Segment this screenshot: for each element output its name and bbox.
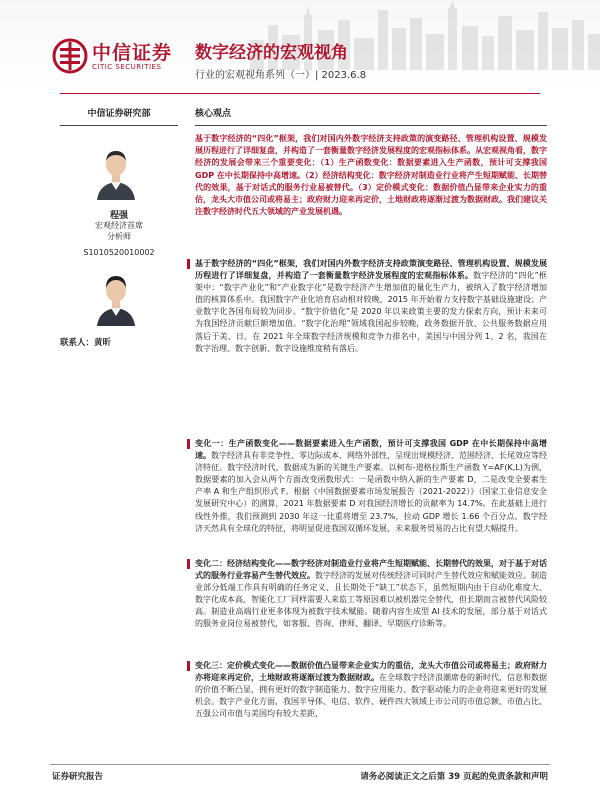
body-section-framework (195, 258, 547, 355)
section-heading-core-views: 核心观点 (195, 109, 232, 119)
section-marker-icon (187, 439, 190, 449)
main-content (195, 100, 547, 719)
header-banner (0, 0, 600, 92)
analyst-column (60, 100, 178, 348)
institute-divider (60, 125, 178, 126)
section-body: 数字经济具有非竞争性、零边际成本、网络外部性，呈现出规模经济、范围经济、长尾效应等经济特征。数字经济时代，数据成为新的关键生产要素。以柯布-道格拉斯生产函数 Y=AF(K,L)为例，数据要素的加入会从两个方面改变函数形式：一是函数中纳入新的生产要素 D，二是改变全要素生产率 A 和生产组织形式 F。根据《中国数据要素市场发展报告（2021-2022）》（国家工业信息安全发展研究中心）的测算，2021 年数据要素 D 对我国经济增长的贡献率为 14.7%。在此基础上进行线性外推，我们预测到 2030 年这一比重将增至 23.7%，拉动 GDP 增长 1.66 个百分点。数字经济天然具有全球化的特征，将明显促进我国双循环发展，未来服务贸易的占比有望大幅提升。 (195, 451, 547, 533)
report-title: 数字经济的宏观视角 (195, 43, 348, 63)
body-section-change-three (195, 660, 547, 720)
citic-logo-icon (52, 38, 88, 74)
section-marker-icon (187, 661, 190, 671)
analyst-title (60, 220, 178, 242)
section-body: 数字经济的发展对传统经济可同时产生替代效应和赋能效应。制造业部分低端工作具有明确的任务定义、且长期处于“缺工”状态下，虽然短期内由于自动化难度大、数字化成本高，智能化工厂同样需要人来监工等原因难以被机器完全替代，但长期而言被替代风险较高。制造业高端行业更多体现为被数字技术赋能。随着内容生成型 AI 技术的发展，部分基于对话式的服务业岗位易被替代，如客服、咨询、律师、翻译、早期医疗诊断等。 (195, 571, 547, 629)
contact-person: 联系人：黄昕 (60, 338, 112, 348)
analyst-title-line2: 分析师 (107, 232, 131, 241)
section-lead: 基于数字经济的“四化”框架，我们对国内外数字经济支持政策演变路径、管理机构设置、规模发展历程进行了详细复盘，并构造了一套衡量数字经济发展程度的宏观指标体系。 (195, 259, 547, 281)
analyst-title-line1: 宏观经济首席 (95, 221, 143, 230)
body-section-change-two (195, 558, 547, 631)
footer-report-type: 证券研究报告 (52, 772, 104, 782)
section-marker-icon (187, 559, 190, 569)
section-lead: 变化一：生产函数变化——数据要素进入生产函数，预计可支撑我国 GDP 在中长期保持中高增速。 (195, 439, 547, 461)
section-body: 数字经济的“四化”框架中：“数字产业化”和“产业数字化”是数字经济产生增加值的量化生产力，被纳入了数字经济增加值的核算体系中。我国数字产业化培育启动相对较晚，2015 年开始着力支持数字基础设施建设；产业数字化各国布局较为同步。“数字价值化”是 2020 年以来政策主要的发力探索方向，预计未来可为我国经济贡献巨额增加值。“数字化治理”领域我国起步较晚，政务数据开放、公共服务数据应用落后于美、日。在 2021 年全球数字经济规模和竞争力排名中，美国与中国分列 1、2 名，我国在数字治理、数字创新、数字设施维度稍有落后。 (195, 271, 547, 353)
contact-photo (93, 270, 139, 326)
analyst-photo (93, 144, 139, 200)
footer-divider (50, 764, 550, 765)
section-lead: 变化二：经济结构变化——数字经济对制造业行业将产生短期赋能、长期替代的效果，对于基于对话式的服务行业容易产生替代效应。 (195, 559, 547, 581)
summary-paragraph: 基于数字经济的“四化”框架，我们对国内外数字经济支持政策的演变路径、管理机构设置、规模发展历程进行了详细复盘，并构造了一套衡量数字经济发展程度的宏观指标体系。从宏观视角看，数字经济的发展会带来三个重要变化：（1）生产函数变化：数据要素进入生产函数，预计可支撑我国 GDP 在中长期保持中高增速。（2）经济结构变化：数字经济对制造业行业将产生短期赋能、长期替代的效果，基于对话式的服务行业易被替代。（3）定价模式变化：数据价值凸显带来企业实力的重估，龙头大市值公司或将易主；政府财力迎来再定价，土地财政将逐渐过渡为数据财政。我们建议关注数字经济时代五大领域的产业发展机遇。 (195, 134, 547, 217)
analyst-name: 程强 (109, 211, 128, 221)
section-lead: 变化三：定价模式变化——数据价值凸显带来企业实力的重估，龙头大市值公司或将易主；政府财力亦将迎来再定价，土地财政将逐渐过渡为数据财政。 (195, 661, 547, 683)
section-marker-icon (187, 259, 190, 269)
institute-heading: 中信证券研究部 (87, 109, 151, 119)
brand-name-en: CITIC SECURITIES (92, 63, 162, 71)
analyst-license-id: S1010520010002 (83, 248, 155, 257)
header-divider (60, 93, 540, 94)
footer-disclaimer: 请务必阅读正文之后第 39 页起的免责条款和声明 (360, 772, 548, 782)
body-section-change-one (195, 438, 547, 535)
brand-logo (52, 38, 182, 78)
core-views-divider (195, 125, 547, 126)
section-body: 在全球数字经济浪潮席卷的新时代，信息和数据的价值不断凸显，拥有更好的数字制造能力、数字应用能力、数字驱动能力的企业将迎来更好的发展机会。数字产业化方面，我国半导体、电信、软件、硬件四大领域上市公司的市值总额、市值占比、五强公司市值与美国均有较大差距， (195, 673, 547, 719)
brand-name-cn: 中信证券 (92, 42, 173, 64)
report-subtitle: 行业的宏观视角系列（一）| 2023.6.8 (195, 70, 367, 81)
